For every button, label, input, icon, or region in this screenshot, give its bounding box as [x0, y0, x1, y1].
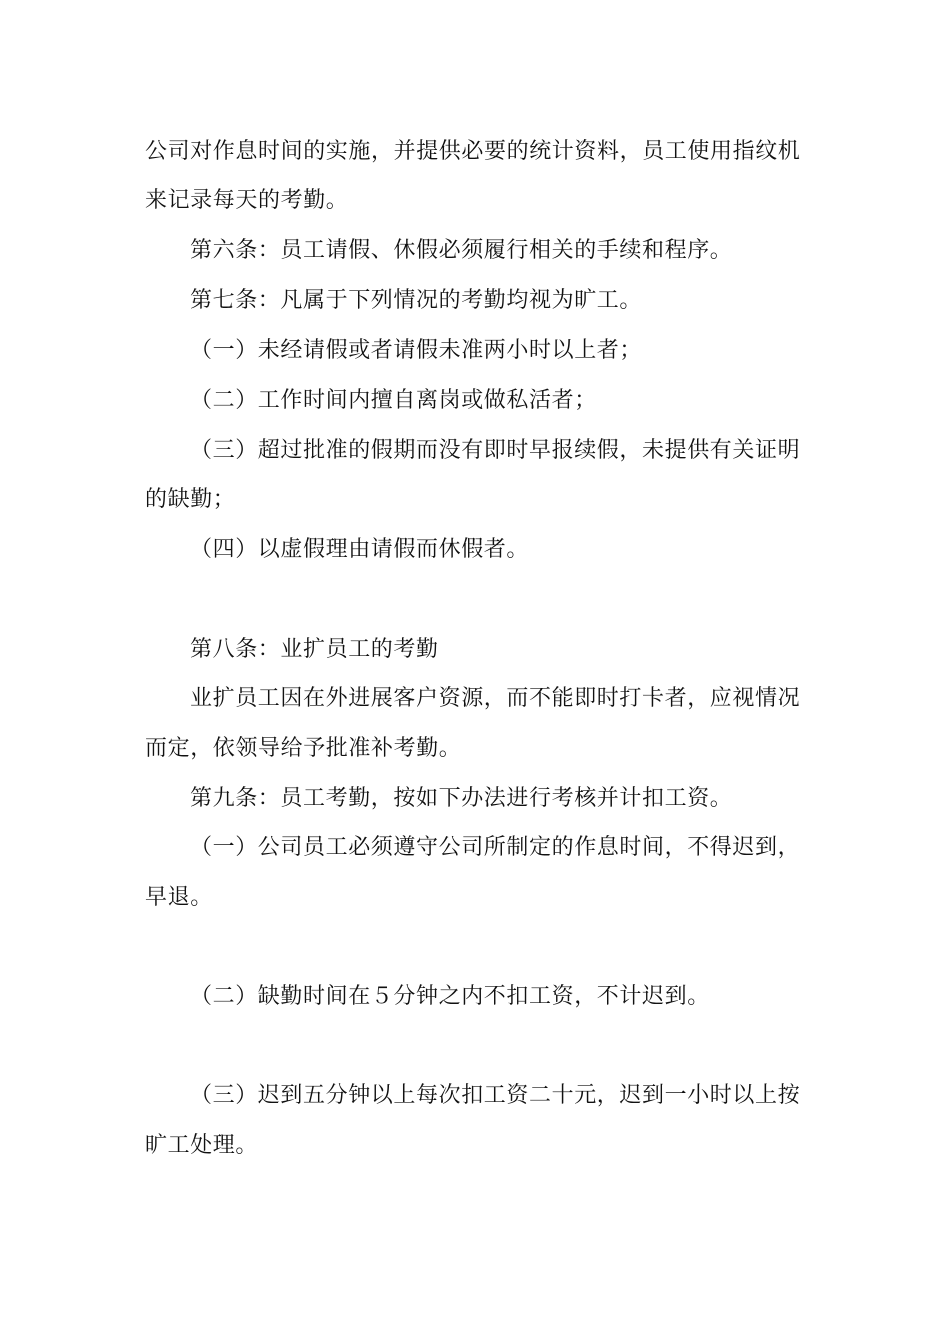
- article-8-line: 第八条：业扩员工的考勤: [190, 637, 439, 662]
- paragraph-line-2: 来记录每天的考勤。: [145, 188, 349, 213]
- article-9-item-2: （二）缺勤时间在５分钟之内不扣工资，不计迟到。: [190, 984, 710, 1009]
- article-7-item-4: （四）以虚假理由请假而休假者。: [190, 537, 530, 562]
- article-8-body: 业扩员工因在外进展客户资源，而不能即时打卡者，应视情况: [190, 686, 801, 711]
- article-9-item-1-cont: 早退。: [145, 885, 213, 910]
- article-9-item-3-cont: 旷工处理。: [145, 1133, 259, 1158]
- article-6-line: 第六条：员工请假、休假必须履行相关的手续和程序。: [190, 238, 733, 263]
- article-7-line: 第七条：凡属于下列情况的考勤均视为旷工。: [190, 288, 643, 313]
- article-7-item-2: （二）工作时间内擅自离岗或做私活者；: [190, 388, 597, 413]
- article-9-item-1: （一）公司员工必须遵守公司所制定的作息时间，不得迟到，: [190, 835, 801, 860]
- article-7-item-1: （一）未经请假或者请假未准两小时以上者；: [190, 338, 643, 363]
- article-9-item-3: （三）迟到五分钟以上每次扣工资二十元，迟到一小时以上按: [190, 1083, 801, 1108]
- article-8-body-cont: 而定，依领导给予批准补考勤。: [145, 736, 462, 761]
- article-7-item-3-cont: 的缺勤；: [145, 487, 236, 512]
- article-7-item-3: （三）超过批准的假期而没有即时早报续假，未提供有关证明: [190, 438, 801, 463]
- paragraph-line-1: 公司对作息时间的实施，并提供必要的统计资料，员工使用指纹机: [145, 139, 801, 164]
- article-9-line: 第九条：员工考勤，按如下办法进行考核并计扣工资。: [190, 786, 733, 811]
